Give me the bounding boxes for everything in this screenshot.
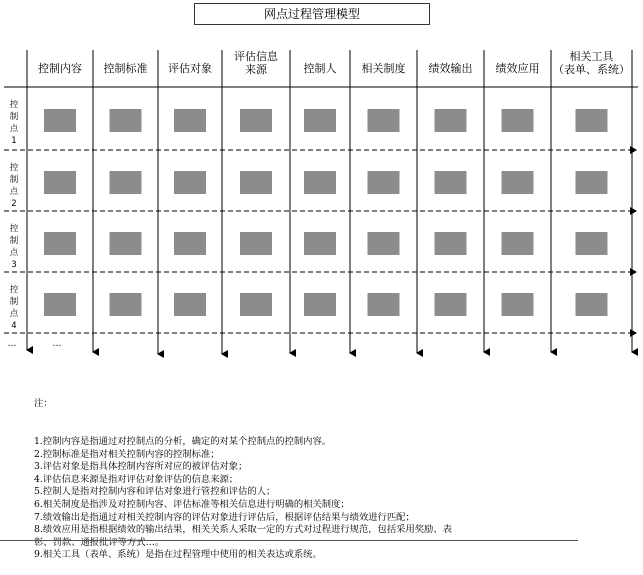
cell-block	[110, 109, 142, 132]
column-header: 控制人	[303, 62, 337, 75]
row-label: 点	[9, 309, 19, 319]
column-header: 相关工具	[569, 50, 614, 63]
note-item: 3.评估对象是指具体控制内容所对应的被评估对象；	[34, 461, 248, 473]
column-header: 评估对象	[168, 62, 212, 75]
row-label: 点	[9, 124, 19, 134]
cell-block	[110, 171, 142, 194]
row-label: 控	[9, 163, 19, 173]
row-label: 控	[9, 100, 19, 110]
cell-block	[435, 171, 467, 194]
column-header: 相关制度	[361, 62, 406, 75]
column-header: 控制标准	[103, 62, 148, 75]
cell-block	[435, 232, 467, 255]
cell-block	[502, 171, 534, 194]
bottom-divider	[0, 540, 578, 541]
row-label: 4	[11, 321, 17, 331]
note-item: 9.相关工具（表单、系统）是指在过程管理中使用的相关表达或系统。	[34, 549, 322, 561]
row-label: 1	[11, 136, 17, 146]
note-item: 彰、罚款、通报批评等方式…。	[34, 536, 165, 548]
cell-block	[435, 293, 467, 316]
notes-heading: 注：	[34, 398, 53, 410]
cell-block	[110, 232, 142, 255]
cell-block	[174, 109, 206, 132]
cell-block	[174, 171, 206, 194]
column-header: 绩效输出	[428, 62, 473, 75]
cell-block	[576, 171, 608, 194]
note-item: 8.绩效应用是指根据绩效的输出结果，相关关系人采取一定的方式对过程进行规范，包括采用奖励、表	[34, 524, 452, 536]
note-item: 4.评估信息来源是指对评估对象评估的信息来源；	[34, 473, 239, 485]
cell-block	[368, 232, 400, 255]
cell-block	[502, 293, 534, 316]
row-label: 制	[9, 297, 19, 307]
cell-block	[435, 109, 467, 132]
column-header: （表单、系统）	[553, 63, 630, 76]
cell-block	[240, 109, 272, 132]
row-label: 制	[9, 236, 19, 246]
row-label: 3	[11, 260, 17, 270]
row-label: 2	[11, 199, 17, 209]
cell-block	[576, 109, 608, 132]
row-label: 点	[9, 187, 19, 197]
cell-block	[576, 232, 608, 255]
cell-block	[502, 109, 534, 132]
diagram-title: 网点过程管理模型	[194, 3, 430, 25]
note-item: 1.控制内容是指通过对控制点的分析，确定的对某个控制点的控制内容。	[34, 435, 332, 447]
cell-block	[174, 232, 206, 255]
cell-block	[576, 293, 608, 316]
cell-block	[240, 171, 272, 194]
continuation-cell-mark: …	[52, 339, 62, 349]
row-label: 制	[9, 175, 19, 185]
note-item: 6.相关制度是指涉及对控制内容、评估标准等相关信息进行明确的相关制度；	[34, 498, 350, 510]
note-item: 5.控制人是指对控制内容和评估对象进行管控和评估的人；	[34, 486, 276, 498]
row-label: 制	[9, 112, 19, 122]
column-header: 评估信息	[234, 50, 278, 63]
continuation-row-label: …	[7, 339, 17, 349]
row-label: 控	[9, 285, 19, 295]
column-header: 来源	[245, 63, 267, 76]
cell-block	[304, 109, 336, 132]
row-label: 点	[9, 248, 19, 258]
cell-block	[110, 293, 142, 316]
cell-block	[368, 109, 400, 132]
notes-section	[34, 373, 634, 575]
cell-block	[44, 232, 76, 255]
cell-block	[368, 171, 400, 194]
cell-block	[44, 171, 76, 194]
note-item: 2.控制标准是指对相关控制内容的控制标准；	[34, 448, 220, 460]
cell-block	[502, 232, 534, 255]
cell-block	[304, 232, 336, 255]
notes-list	[34, 436, 634, 562]
cell-block	[240, 232, 272, 255]
cell-block	[304, 171, 336, 194]
cell-block	[304, 293, 336, 316]
column-headers	[38, 49, 630, 76]
cell-block	[368, 293, 400, 316]
column-header: 绩效应用	[495, 62, 540, 75]
row-label: 控	[9, 224, 19, 234]
cell-block	[44, 293, 76, 316]
cell-block	[240, 293, 272, 316]
cell-block	[174, 293, 206, 316]
column-header: 控制内容	[38, 62, 82, 75]
cell-block	[44, 109, 76, 132]
note-item: 7.绩效输出是指通过对相关控制内容的评估对象进行评估后，根据评估结果与绩效进行匹配；	[34, 511, 415, 523]
cell-blocks	[44, 109, 608, 316]
